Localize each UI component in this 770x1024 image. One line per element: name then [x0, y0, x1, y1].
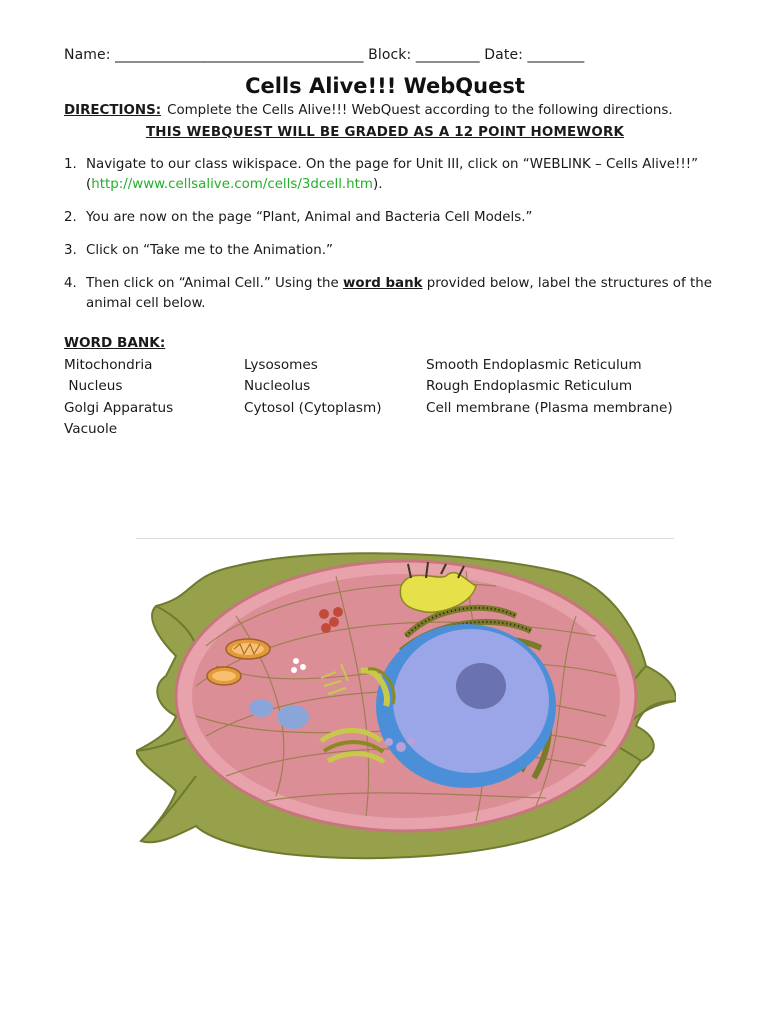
- graded-note: THIS WEBQUEST WILL BE GRADED AS A 12 POINT HOMEWORK: [145, 125, 625, 140]
- step-4-text-after: provided below, label the structures of the animal cell below.: [86, 276, 712, 311]
- step-number: 4.: [64, 276, 77, 291]
- link-close-paren: ).: [372, 177, 383, 192]
- word-bank-terms: [64, 355, 706, 441]
- directions-text: Complete the Cells Alive!!! WebQuest according to the following directions.: [167, 103, 673, 118]
- steps-list: [64, 155, 724, 327]
- step-1-text: Navigate to our class wikispace. On the page for Unit III, click on “WEBLINK – Cells Alive!!!”: [86, 157, 699, 172]
- term-vacuole: Vacuole: [64, 421, 118, 437]
- term-lysosomes: Lysosomes: [244, 356, 318, 373]
- step-3-text: Click on “Take me to the Animation.”: [86, 243, 333, 258]
- step-2: [64, 208, 724, 228]
- step-text: [86, 155, 724, 195]
- term-smooth-er: Smooth Endoplasmic Reticulum: [426, 356, 642, 373]
- term-mitochondria: Mitochondria: [64, 356, 153, 373]
- link-open-paren: (: [86, 177, 92, 192]
- step-number: 1.: [64, 157, 77, 172]
- word-bank-emphasis: word bank: [343, 276, 423, 291]
- page-title: Cells Alive!!! WebQuest: [245, 74, 525, 98]
- step-1: [64, 155, 724, 195]
- nucleolus-shape: [456, 663, 506, 709]
- term-cytosol: Cytosol (Cytoplasm): [244, 399, 382, 416]
- name-block-date-line: Name: ___________________________________ Block: _________ Date: ________: [64, 47, 585, 63]
- step-2-text: You are now on the page “Plant, Animal and Bacteria Cell Models.”: [86, 210, 533, 225]
- step-4: [64, 274, 724, 314]
- term-nucleolus: Nucleolus: [244, 378, 311, 394]
- term-cell-membrane: Cell membrane (Plasma membrane): [426, 399, 673, 416]
- term-nucleus: Nucleus: [64, 378, 123, 394]
- cellsalive-link[interactable]: http://www.cellsalive.com/cells/3dcell.htm: [91, 177, 373, 192]
- directions: [64, 103, 673, 118]
- step-3: [64, 241, 724, 261]
- step-4-text-before: Then click on “Animal Cell.” Using the: [86, 276, 344, 291]
- animal-cell-diagram: [136, 536, 676, 866]
- term-golgi-apparatus: Golgi Apparatus: [64, 399, 174, 416]
- step-text: [86, 274, 724, 314]
- step-number: 2.: [64, 210, 77, 225]
- term-rough-er: Rough Endoplasmic Reticulum: [426, 378, 633, 394]
- directions-label: DIRECTIONS:: [64, 103, 162, 118]
- word-bank-title: WORD BANK:: [64, 335, 166, 351]
- step-number: 3.: [64, 243, 77, 258]
- nucleus-shape: [376, 624, 556, 788]
- word-bank: [64, 333, 706, 441]
